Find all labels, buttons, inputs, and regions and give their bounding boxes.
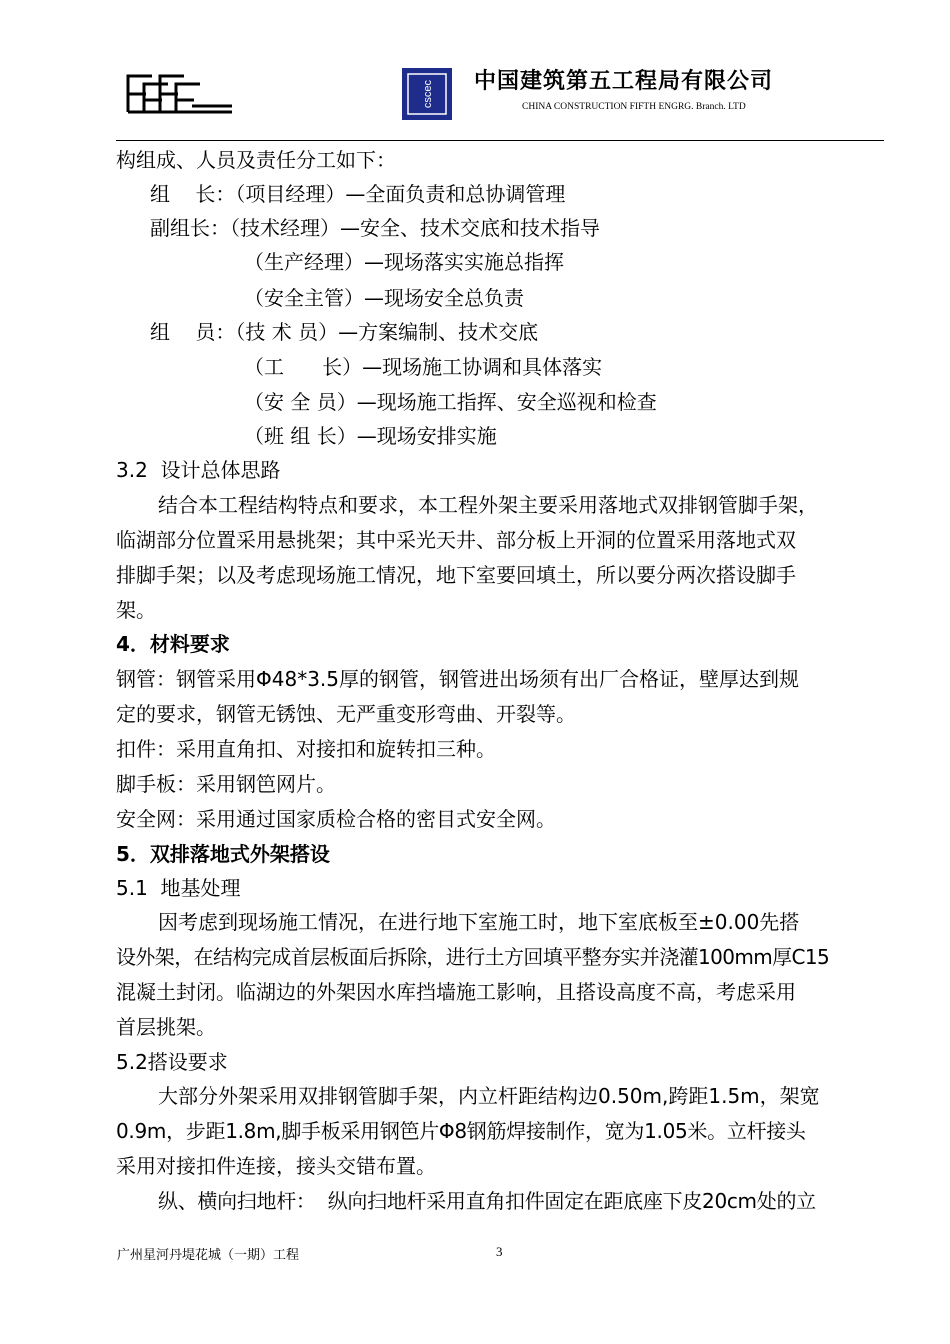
text-line: （安 全 员）—现场施工指挥、安全巡视和检查 bbox=[244, 390, 657, 414]
text-line: 组 长：（项目经理）—全面负责和总协调管理 bbox=[150, 182, 566, 206]
badge-text: cscec bbox=[422, 79, 434, 109]
section-heading: 4．材料要求 bbox=[116, 632, 230, 656]
company-name-cn: 中国建筑第五工程局有限公司 bbox=[474, 69, 774, 94]
text-line: 纵、横向扫地杆： 纵向扫地杆采用直角扣件固定在距底座下皮20cm处的立 bbox=[158, 1189, 816, 1213]
text-line: 副组长：（技术经理）—安全、技术交底和技术指导 bbox=[150, 216, 600, 240]
text-line: 首层挑架。 bbox=[116, 1015, 216, 1039]
text-line: 脚手板：采用钢笆网片。 bbox=[116, 772, 336, 796]
text-line: 钢管：钢管采用Φ48*3.5厚的钢管，钢管进出场须有出厂合格证，壁厚达到规 bbox=[116, 667, 799, 691]
text-line: 大部分外架采用双排钢管脚手架，内立杆距结构边0.50m,跨距1.5m，架宽 bbox=[158, 1084, 820, 1108]
section-heading: 3.2 设计总体思路 bbox=[116, 458, 281, 482]
text-line: 混凝土封闭。临湖边的外架因水库挡墙施工影响，且搭设高度不高，考虑采用 bbox=[116, 980, 796, 1004]
text-line: 因考虑到现场施工情况，在进行地下室施工时，地下室底板至±0.00先搭 bbox=[158, 910, 800, 934]
text-line: （工 长）—现场施工协调和具体落实 bbox=[244, 355, 603, 379]
text-line: 临湖部分位置采用悬挑架；其中采光天井、部分板上开洞的位置采用落地式双 bbox=[116, 528, 796, 552]
text-line: 安全网：采用通过国家质检合格的密目式安全网。 bbox=[116, 807, 556, 831]
footer-project-name: 广州星河丹堤花城（一期）工程 bbox=[117, 1248, 300, 1263]
cscec-blue-badge-icon bbox=[402, 68, 452, 120]
text-line: 扣件：采用直角扣、对接扣和旋转扣三种。 bbox=[116, 737, 496, 761]
company-name-en: CHINA CONSTRUCTION FIFTH ENGRG. Branch. LTD bbox=[522, 102, 746, 112]
text-line: 设外架，在结构完成首层板面后拆除，进行土方回填平整夯实并浇灌100mm厚C15 bbox=[116, 945, 830, 969]
text-line: （生产经理）—现场落实实施总指挥 bbox=[244, 250, 564, 274]
header-divider bbox=[116, 140, 884, 141]
text-line: （班 组 长）—现场安排实施 bbox=[244, 424, 497, 448]
text-line: 组 员：（技 术 员）—方案编制、技术交底 bbox=[150, 320, 539, 344]
section-heading: 5．双排落地式外架搭设 bbox=[116, 842, 330, 866]
section-heading: 5.1 地基处理 bbox=[116, 876, 241, 900]
text-line: 构组成、人员及责任分工如下： bbox=[116, 148, 396, 172]
text-line: 0.9m，步距1.8m,脚手板采用钢笆片Φ8钢筋焊接制作，宽为1.05米。立杆接头 bbox=[116, 1119, 806, 1143]
text-line: 架。 bbox=[116, 598, 156, 622]
text-line: （安全主管）—现场安全总负责 bbox=[244, 286, 524, 310]
text-line: 采用对接扣件连接，接头交错布置。 bbox=[116, 1154, 436, 1178]
section-heading: 5.2搭设要求 bbox=[116, 1050, 228, 1074]
stepped-lines-logo-icon bbox=[122, 68, 234, 114]
text-line: 排脚手架；以及考虑现场施工情况，地下室要回填土，所以要分两次搭设脚手 bbox=[116, 563, 796, 587]
text-line: 定的要求，钢管无锈蚀、无严重变形弯曲、开裂等。 bbox=[116, 702, 576, 726]
text-line: 结合本工程结构特点和要求，本工程外架主要采用落地式双排钢管脚手架， bbox=[158, 493, 818, 517]
page-number: 3 bbox=[496, 1244, 503, 1259]
